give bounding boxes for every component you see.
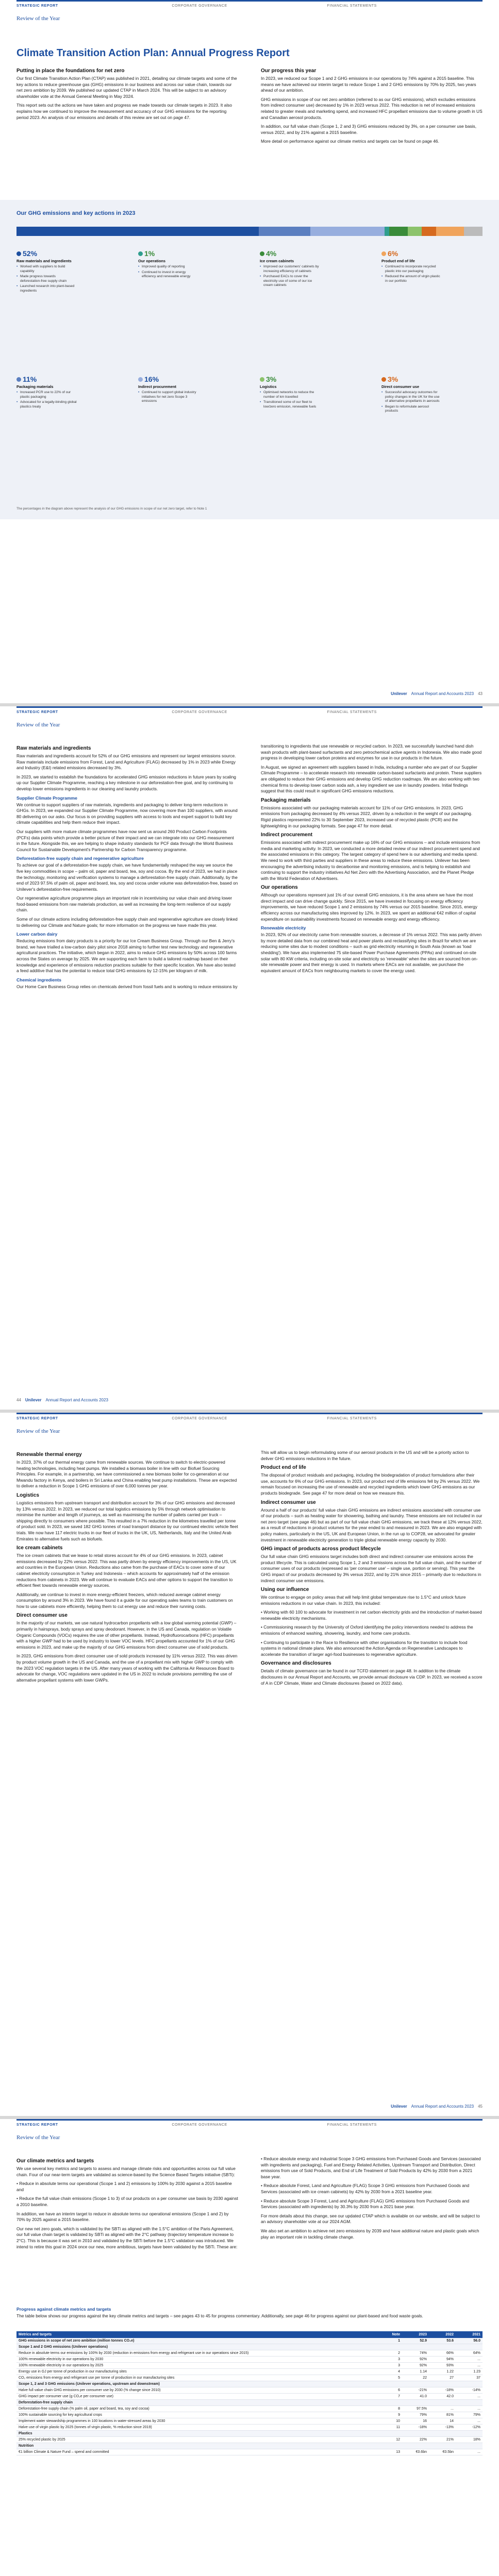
stat-percentage: 3% bbox=[381, 375, 442, 383]
emissions-share-bar bbox=[16, 227, 483, 236]
body-paragraph: In addition, we have an interim target to reduce in absolute terms our operational emissions (Scope 1 and 2) by 70% by 2025 against a 2015 baseline. bbox=[16, 2211, 229, 2223]
stat-product-end-of-life bbox=[381, 249, 442, 284]
value-cell: 27 bbox=[429, 2375, 456, 2381]
body-paragraph: We use several key metrics and targets to assess and manage climate risks and opportunities across our full value chain. Four of our near-term targets are validated as science-based by the Science Based Targets initiative (SBTi): bbox=[16, 2166, 236, 2177]
value-cell: 3 bbox=[375, 2357, 402, 2363]
stat-percentage: 4% bbox=[260, 249, 321, 258]
bar-segment-other bbox=[464, 227, 483, 236]
body-paragraph: Around a half of our products' full value chain GHG emissions are indirect emissions associated with consumer use of our products – such as heating water for showering, bathing and laundry. These emissions are not included in our net zero target (see page 46) but as part of our full value chain GHG emissions, we track these at 12% versus 2022, as a result of reductions in product volumes for the year ended to and measured in 2023. We are also engaged with policy makers, particularly in the US, UK and European Union, in the run up to COP28, we advocated for greater investment in renewable electricity generation to triple global renewable energy capacity by 2030. bbox=[261, 1507, 483, 1543]
top-navigation bbox=[16, 1413, 483, 1425]
section-heading: Raw materials and ingredients bbox=[16, 745, 91, 751]
value-cell: €0.5bn bbox=[429, 2449, 456, 2455]
stat-label: Raw materials and ingredients bbox=[16, 259, 72, 263]
body-paragraph: The disposal of product residuals and packaging, including the biodegradation of product formulations after their use, accounts for 6% of our GHG emissions. In 2023, our product end of life emissions fell by 2% versus 2022. We remain focused on increasing the use of renewable and recycled ingredients which lower GHG emissions as our products biodegrade. See page 47 for more detail on how we measure this. bbox=[261, 1472, 480, 1496]
progress-paragraph: In 2023, we reduced our Scope 1 and 2 GHG emissions in our operations by 74% against a 2015 baseline. This means we have achieved our interim target to reduce Scope 1 and 2 GHG emissions by 70% by 2025, two years ahead of our ambition. bbox=[261, 76, 476, 93]
panel-note: The percentages in the diagram above represent the analysis of our GHG emissions in scope of our net zero target, refer to Note 1 bbox=[16, 507, 207, 511]
right-column bbox=[261, 2156, 483, 2243]
value-cell: 41.0 bbox=[402, 2394, 429, 2400]
stat-raw-materials bbox=[16, 249, 77, 294]
table-row bbox=[16, 2431, 483, 2437]
value-cell: 93% bbox=[429, 2363, 456, 2369]
nav-financial-statements[interactable]: FINANCIAL STATEMENTS bbox=[327, 710, 377, 714]
footer-report-title: Annual Report and Accounts 2023 bbox=[411, 2104, 474, 2109]
body-paragraph: In 2023, GHG emissions from direct consumer use of sold products increased by 11% versus 2022. This was driven by product volume growth in the US and Canada, and the use of a propellant mix with higher GWP to comply with the 2023 VOC regulation targets in the US. After many years of working with the California Air Resources Board to advocate for change, VOC regulations were updated in the US in 2022 to include provisions permitting the use of alternative propellant systems with lower GWPs. bbox=[16, 1653, 238, 1683]
top-navigation bbox=[16, 706, 483, 719]
value-cell: ... bbox=[456, 2418, 483, 2425]
stat-label: Ice cream cabinets bbox=[260, 259, 294, 263]
value-cell bbox=[456, 2431, 483, 2437]
report-page-43 bbox=[0, 0, 499, 703]
body-paragraph: For more details about this change, see our updated CTAP which is available on our website, and will be subject to an advisory shareholder vote at our 2024 AGM. bbox=[261, 2213, 480, 2225]
value-cell: 12 bbox=[375, 2437, 402, 2443]
value-cell bbox=[402, 2381, 429, 2387]
top-navigation bbox=[16, 2119, 483, 2131]
value-cell: 5 bbox=[375, 2375, 402, 2381]
page-footer bbox=[16, 1398, 108, 1402]
progress-paragraph: More detail on performance against our climate metrics and targets can be found on page 46. bbox=[261, 139, 439, 144]
value-cell bbox=[402, 2344, 429, 2350]
value-cell: 74% bbox=[402, 2350, 429, 2357]
page-title: Climate Transition Action Plan: Annual Progress Report bbox=[16, 47, 290, 59]
value-cell: 94% bbox=[429, 2357, 456, 2363]
footer-brand: Unilever bbox=[391, 691, 407, 696]
stat-percentage: 16% bbox=[138, 375, 199, 383]
package-icon bbox=[16, 377, 21, 382]
value-cell: 1.23 bbox=[456, 2369, 483, 2375]
stat-action: • Improved our customers' cabinets by increasing efficiency of cabinets bbox=[260, 265, 321, 274]
sub-heading: Progress against climate metrics and targets bbox=[16, 2307, 111, 2312]
value-cell: ... bbox=[429, 2406, 456, 2412]
report-page-46 bbox=[0, 2119, 499, 2576]
value-cell bbox=[375, 2443, 402, 2449]
body-paragraph: To achieve our goal of a deforestation-free supply chain, we have fundamentally reshaped the way we source the five key commodities in scope – palm oil, paper and board, tea, soy and cocoa. By the end of 2023, we had in place the technology, monitoring and verification systems to manage a deforestation-free supply chain. Additionally, by the end of 2023 97.5% of palm oil, paper and board, tea, soy and cocoa under volume was deforestation-free, based on Unilever's deforestation-free requirements. bbox=[16, 862, 238, 892]
metric-cell: Deforestation-free supply chain bbox=[16, 2400, 375, 2406]
stat-percentage: 1% bbox=[138, 249, 199, 258]
bullet-item: • Reduce absolute Scope 3 Forest, Land and Agriculture (FLAG) GHG emissions from Purchased Goods and Services (associated with ingredients) by 30.3% by 2030 from a 2021 base year. bbox=[261, 2198, 470, 2210]
table-header-row bbox=[16, 2331, 483, 2338]
value-cell bbox=[375, 2344, 402, 2350]
value-cell bbox=[375, 2400, 402, 2406]
metric-cell: 25% recycled plastic by 2025 bbox=[16, 2437, 375, 2443]
bar-segment-end-of-life bbox=[436, 227, 464, 236]
nav-strategic-report[interactable]: STRATEGIC REPORT bbox=[16, 2123, 58, 2127]
body-paragraph: Our Home Care Business Group relies on chemicals derived from fossil fuels and is working to reduce emissions by bbox=[16, 984, 238, 989]
value-cell: ... bbox=[456, 2394, 483, 2400]
value-cell: ... bbox=[456, 2406, 483, 2412]
body-paragraph: In the majority of our markets, we use natural hydrocarbon propellants with a low global warming potential (GWP) – primarily in hairsprays, body sprays and spray deodorant. However, in the US and Canada, regulation on Volatile Organic Compounds (VOCs) requires the use of other propellants. Instead, Hydrofluorocarbons (HFC) propellants with a higher GWP had to be used by industry to lower VOC levels. HFC propellants accounted for 1% of our GHG emissions in 2023, and make up the majority of our GHG emissions from direct consumer use of sold products. bbox=[16, 1620, 237, 1650]
section-label: Review of the Year bbox=[16, 2134, 60, 2141]
bar-segment-raw-materials bbox=[16, 227, 259, 236]
section-heading: Our operations bbox=[261, 885, 298, 891]
stat-label: Logistics bbox=[260, 384, 277, 389]
stat-percentage: 3% bbox=[260, 375, 321, 383]
nav-financial-statements[interactable]: FINANCIAL STATEMENTS bbox=[327, 2123, 377, 2127]
nav-corporate-governance[interactable]: CORPORATE GOVERNANCE bbox=[172, 710, 227, 714]
value-cell bbox=[402, 2443, 429, 2449]
value-cell bbox=[429, 2431, 456, 2437]
left-column bbox=[16, 743, 238, 993]
table-row bbox=[16, 2425, 483, 2431]
stat-packaging bbox=[16, 375, 77, 410]
bullet-item: • Reduce absolute Forest, Land and Agriculture (FLAG) Scope 3 GHG emissions from Purchased Goods and Services (associated with ice cream cabinets) by 42% by 2030 from a 2021 baseline year. bbox=[261, 2183, 470, 2194]
stat-label: Product end of life bbox=[381, 259, 415, 263]
metric-cell: Deforestation-free supply chain (% palm oil, paper and board, tea, soy and cocoa) bbox=[16, 2406, 375, 2412]
body-paragraph: This will allow us to begin reformulating some of our aerosol products in the US and will be a priority action to deliver GHG emissions reductions in the future. bbox=[261, 1450, 469, 1461]
metric-cell: Reduce in absolute terms our emissions by 100% by 2030 (reduction in emissions from energy and refrigerant use in our operations since 2015) bbox=[16, 2350, 375, 2357]
top-navigation bbox=[16, 0, 483, 12]
value-cell: 22 bbox=[402, 2375, 429, 2381]
table-row bbox=[16, 2363, 483, 2369]
table-row bbox=[16, 2412, 483, 2418]
value-cell bbox=[429, 2400, 456, 2406]
body-paragraph: transitioning to ingredients that use renewable or recycled carbon. In 2023, we successfully launched hand dish wash products with plant-based surfactants and zero petrochemical active agents in Indonesia. We also made good progress in developing lower carbon proteins and enzymes for use in our products in the future. bbox=[261, 743, 482, 761]
footer-report-title: Annual Report and Accounts 2023 bbox=[45, 1398, 108, 1402]
stat-action: • Purchased EACs to cover the electricity use of some of our ice cream cabinets bbox=[260, 275, 321, 288]
value-cell bbox=[429, 2344, 456, 2350]
value-cell: -18% bbox=[402, 2425, 429, 2431]
value-cell: -21% bbox=[402, 2387, 429, 2394]
value-cell: -18% bbox=[429, 2387, 456, 2394]
sub-heading: Renewable electricity bbox=[261, 925, 306, 931]
stat-action: • Made progress towards deforestation-free supply chain bbox=[16, 275, 77, 283]
value-cell: 66% bbox=[429, 2350, 456, 2357]
nav-financial-statements[interactable]: FINANCIAL STATEMENTS bbox=[327, 4, 377, 8]
value-cell: 14 bbox=[429, 2418, 456, 2425]
stat-label: Direct consumer use bbox=[381, 384, 420, 389]
climate-metrics-table bbox=[16, 2331, 483, 2455]
value-cell: 18% bbox=[456, 2437, 483, 2443]
body-paragraph: In 2023, 92% of our electricity came from renewable sources, a decrease of 1% versus 2022. This was partly driven by more detailed data from our combined heat and power plants and reclassifying sites in Brazil for which we are reducing some sites due to modest conditions – such as grid electricity returning in South Asia (known as 'load shedding'). We have also implemented 75 site-based Power Purchase Agreements (PPAs) and continued on-site solar with 80 KW criteria, including on-site solar and electricity so 'renewable' when the sites are sourced from on-site renewable power and their energy is used. In markets where EACs are not available, we purchase the equivalent amount of EACs from neighbouring markets to cover the energy used. bbox=[261, 932, 482, 973]
section-label: Review of the Year bbox=[16, 15, 60, 22]
stat-direct-consumer-use bbox=[381, 375, 442, 415]
section-heading: GHG impact of products across product lifecycle bbox=[261, 1546, 381, 1552]
bullet-item: • Working with 60 100 to advocate for investment in net carbon electricity grids and the introduction of market-based renewable electricity mechanisms. bbox=[261, 1609, 482, 1621]
section-heading: Indirect consumer use bbox=[261, 1499, 316, 1505]
nav-corporate-governance[interactable]: CORPORATE GOVERNANCE bbox=[172, 1417, 227, 1420]
left-column bbox=[16, 1450, 238, 1686]
bar-segment-logistics bbox=[408, 227, 422, 236]
table-row bbox=[16, 2369, 483, 2375]
stat-action: • Improved quality of reporting bbox=[138, 265, 199, 269]
bullet-item: • Reduce absolute energy and industrial Scope 3 GHG emissions from Purchased Goods and Services (associated with ingredients and packaging), Fuel and Energy Related Activities, Upstream Transport and Distribution, Direct emissions from use of Sold Products, and End of Life Treatment of Sold Products by 42% by 2030 from a 2021 base year. bbox=[261, 2156, 481, 2179]
body-paragraph: Our regenerative agriculture programme plays an important role in incentivising our value chain and driving lower food-based emissions from raw materials production, as well as increasing the long-term resilience of our supply chain. bbox=[16, 895, 232, 913]
value-cell: 52.9 bbox=[402, 2338, 429, 2344]
table-row bbox=[16, 2357, 483, 2363]
table-row bbox=[16, 2387, 483, 2394]
value-cell bbox=[402, 2400, 429, 2406]
nav-corporate-governance[interactable]: CORPORATE GOVERNANCE bbox=[172, 2123, 227, 2127]
section-heading: Governance and disclosures bbox=[261, 1660, 331, 1667]
value-cell: 53.6 bbox=[429, 2338, 456, 2344]
body-paragraph: Reducing emissions from dairy products is a priority for our Ice Cream Business Group. Through our Ben & Jerry's brand, we have trialled a low-carbon dairy pilot since 2018 aiming to further test new technology and regenerative agricultural practices. The initiative, which began in 2022, aims to reduce GHG emissions by 50% across 100 farms across the States on average by 2025. We are supporting each farm to build a tailored roadmap based on their knowledge and experience of emissions reduction practices suitable for their specific location. We have also tested a feed additive that has the potential to reduce total GHG emissions by 12-15% per kilogram of milk. bbox=[16, 938, 237, 974]
value-cell: 8 bbox=[375, 2406, 402, 2412]
stat-action: • Transitioned some of our fleet to low/zero emission, renewable fuels bbox=[260, 400, 321, 409]
value-cell: 4 bbox=[375, 2369, 402, 2375]
leaf-icon bbox=[16, 251, 21, 256]
table-row bbox=[16, 2344, 483, 2350]
bar-segment-packaging bbox=[259, 227, 310, 236]
table-row bbox=[16, 2437, 483, 2443]
stat-action: • Worked with suppliers to build capability bbox=[16, 265, 77, 274]
value-cell bbox=[429, 2443, 456, 2449]
metric-cell: Halve use of virgin plastic by 2025 (tonnes of virgin plastic, % reduction since 2019) bbox=[16, 2425, 375, 2431]
right-column bbox=[261, 743, 483, 977]
stat-ice-cream-cabinets bbox=[260, 249, 321, 289]
footer-brand: Unilever bbox=[391, 2104, 407, 2109]
body-paragraph: Emissions associated with our packaging materials account for 11% of our GHG emissions. In 2023, GHG emissions from packaging decreased by 4% versus 2022, driven by a reduction in the weight of our packaging. Rigid plastics represented 22% to 30 September 2023, increased use of recycled plastic (PCR) and the lightweighting in our packaging formats. See page 47 for more detail. bbox=[261, 805, 473, 828]
report-page-45 bbox=[0, 1413, 499, 2116]
table-row bbox=[16, 2449, 483, 2455]
body-paragraph: We continue to engage on policy areas that will help limit global temperature rise to 1.5°C and unlock future emissions reductions in our value chain. In 2023, this included: bbox=[261, 1595, 466, 1606]
briefcase-icon bbox=[138, 377, 143, 382]
intro-paragraph: This report sets out the actions we have taken and progress we made towards our climate targets in 2023. It also explains how we continued to improve the measurement and accuracy of our GHG emissions for the reporting period 2023. An analysis of our emissions and details of this review are set out on page 47. bbox=[16, 103, 232, 120]
right-column bbox=[261, 1450, 483, 1689]
stat-action: • Increased PCR use to 22% of our plastic packaging bbox=[16, 391, 77, 399]
table-row bbox=[16, 2418, 483, 2425]
section-heading: Product end of life bbox=[261, 1465, 306, 1471]
body-paragraph: Our full value chain GHG emissions target includes both direct and indirect consumer use emissions across the product lifecycle. This is calculated using Scope 1, 2 and 3 emissions across the full value chain, and the number of consumer uses of our products (expressed as 'per consumer use' – single use, portion or serving). This year the GHG impact of our products decreased by 3% versus 2022, and by 21% since 2015 – primarily due to reductions in indirect consumer use emissions. bbox=[261, 1554, 481, 1583]
page-number: 43 bbox=[478, 691, 483, 696]
metric-cell: 100% renewable electricity in our operations by 2025 bbox=[16, 2363, 375, 2369]
metric-cell: Halve full value chain GHG emissions per consumer use by 2030 (% change since 2010) bbox=[16, 2387, 375, 2394]
sub-heading: Deforestation-free supply chain and regenerative agriculture bbox=[16, 856, 144, 861]
stat-action: • Launched research into plant-based ingredients bbox=[16, 284, 77, 293]
table-row bbox=[16, 2400, 483, 2406]
body-paragraph: Logistics emissions from upstream transport and distribution account for 3% of our GHG emissions and decreased by 13% versus 2022. In 2023, we reduced our total logistics emissions by 5% through network optimisation to minimise the number and length of journeys, as well as maximising the number of pallets carried per truck – shipping directly to consumers where possible. This resulted in a 7% reduction in the kilometres travelled per tonne of product sold. In 2023, we saved 182 GHG tonnes of road transport distance by our continued electric vehicle fleet trials. We now have 117 electric trucks in our fleet of trucks in the UK, US, Netherlands, Italy and the United Arab Emirates to alternative fuels such as biofuels. bbox=[16, 1500, 238, 1541]
table-row bbox=[16, 2338, 483, 2344]
stat-label: Indirect procurement bbox=[138, 384, 176, 389]
stat-action: • Began to reformulate aerosol products bbox=[381, 405, 442, 414]
body-paragraph: The ice cream cabinets that we lease to retail stores account for 4% of our GHG emissions. In 2023, cabinet emissions decreased by 22% versus 2022. This was partly driven by energy efficiency improvements in the US, UK and countries in the European Union. Reductions also came from the purchase of EACs to cover some of our cabinet electricity consumption in Turkey and Indonesia – which accounts for approximately half of the emission reductions from cabinets in 2023. We will continue to evaluate EACs and other options to support the transition to efficient fleet towards renewable energy sources. bbox=[16, 1553, 237, 1588]
sub-heading: Lower carbon dairy bbox=[16, 931, 58, 937]
body-paragraph: Additionally, we continue to invest in more energy-efficient freezers, which reduced average cabinet energy consumption by around 3% in 2023. We have found it a guide for our operating sales teams to train customers on how to use cabinets more efficiently, helping them to cut energy use and reduce their running costs. bbox=[16, 1591, 233, 1609]
body-paragraph: Some of our climate actions including deforestation-free supply chain and regenerative agriculture are closely linked to delivering our Climate and Nature goals; for more information on the progress we have made this year. bbox=[16, 917, 238, 928]
page-footer bbox=[391, 2104, 483, 2109]
stat-action: • Reduced the amount of virgin plastic in our portfolio bbox=[381, 275, 442, 283]
value-cell: 1.14 bbox=[402, 2369, 429, 2375]
body-paragraph: Details of climate governance can be found in our TCFD statement on page 48. In addition to the climate disclosures in our Annual Report and Accounts, we provide annual disclosure via CDP. In 2023, we received a score of A in CDP Climate, Water and Climate disclosures (based on 2022 data). bbox=[261, 1668, 483, 1686]
body-paragraph: We continue to support suppliers of raw materials, ingredients and packaging to deliver long-term reductions in GHGs. In 2023, we expanded our Supplier Climate Programme, now covering more than 100 suppliers, with around 80 delivering on our asks. Our focus is on providing suppliers with access to tools and expert support to build key climate capabilities and help them reduce their impact. bbox=[16, 802, 238, 825]
table-row bbox=[16, 2394, 483, 2400]
body-paragraph: Our suppliers with more mature climate programmes have now sent us around 260 Product Carbon Footprints (PCFs) data points which provide a better picture of their impact and we can integrate into our GHG measurement in the future. Alongside this, we are helping to shape industry standards for PCF data through the World Business Council for Sustainable Development's Partnership for Carbon Transparency programme. bbox=[16, 828, 234, 852]
stat-action: • Successful advocacy outcomes for policy changes in the UK for the use of alternative propellants in aerosols bbox=[381, 391, 442, 404]
footer-brand: Unilever bbox=[25, 1398, 42, 1402]
value-cell: 56.0 bbox=[456, 2338, 483, 2344]
bullet-item: • Continuing to participate in the Race to Resilience with other organisations for the transition to include food systems in national climate plans. We also announced the Action Agenda on Regenerative Landscapes to accelerate the transition of larger agri-food businesses to regenerative agriculture. bbox=[261, 1639, 468, 1657]
value-cell: 1.22 bbox=[429, 2369, 456, 2375]
metric-cell: GHG emissions in scope of net zero ambition (million tonnes CO₂e) bbox=[16, 2338, 375, 2344]
aerosol-icon bbox=[381, 377, 386, 382]
bullet-item: • Reduce in absolute terms our operational (Scope 1 and 2) emissions by 100% by 2030 against a 2015 baseline and bbox=[16, 2181, 232, 2192]
value-cell bbox=[456, 2381, 483, 2387]
metric-cell: Nutrition bbox=[16, 2443, 375, 2449]
section-heading: Renewable thermal energy bbox=[16, 1452, 82, 1458]
report-page-44 bbox=[0, 706, 499, 1410]
value-cell bbox=[429, 2381, 456, 2387]
stat-indirect-procurement bbox=[138, 375, 199, 405]
body-paragraph: Raw materials and ingredients account for 52% of our GHG emissions and represent our largest emissions source. Raw materials include emissions from Forest, Land and Agriculture (FLAG) decreased by 1% in 2023 while Energy and Industry (E&I) related emissions decreased by 3%. bbox=[16, 753, 236, 771]
body-paragraph: In 2023, we started to establish the foundations for accelerated GHG emission reductions in future years by scaling up our Supplier Climate Programme, reaching a key milestone in our deforestation-free goal, and by continuing to develop lower emissions ingredients in our cleaning and laundry products. bbox=[16, 774, 236, 791]
progress-intro bbox=[16, 2304, 483, 2323]
value-cell: 1 bbox=[375, 2338, 402, 2344]
sub-heading: Chemical ingredients bbox=[16, 977, 61, 982]
body-paragraph: In August, we signed an agreement with suppliers based in India, including a number who are part of our Supplier Climate Programme – to accelerate research into renewable carbon-based surfactants and protein. These suppliers are obligated to reduce their GHG emissions and develop GHG reduction roadmaps. We are also working with two chemical firms to develop lower carbon soda ash, a key ingredient we use in laundry powders. Initial findings suggest that this could result in significant GHG emissions reductions. bbox=[261, 764, 482, 794]
value-cell: 6 bbox=[375, 2387, 402, 2394]
section-heading: Indirect procurement bbox=[261, 832, 313, 838]
value-cell: 79% bbox=[402, 2412, 429, 2418]
bullet-item: • Reduce the full value chain emissions (Scope 1 to 3) of our products on a per consumer use basis by 2030 against a 2010 baseline. bbox=[16, 2196, 238, 2207]
value-cell: -13% bbox=[429, 2425, 456, 2431]
truck-icon bbox=[260, 377, 264, 382]
column-header: Note bbox=[375, 2331, 402, 2338]
value-cell bbox=[375, 2431, 402, 2437]
bullet-item: • Commissioning research by the University of Oxford identifying the policy interventions needed to address the emissions of enhanced washing, showering, laundry, and home care products. bbox=[261, 1624, 473, 1636]
value-cell: ... bbox=[456, 2363, 483, 2369]
table-body bbox=[16, 2338, 483, 2455]
value-cell: 13 bbox=[375, 2449, 402, 2455]
section-label: Review of the Year bbox=[16, 722, 60, 728]
footer-report-title: Annual Report and Accounts 2023 bbox=[411, 691, 474, 696]
metric-cell: CO₂ emissions from energy and refrigerant use per tonne of production in our manufacturing sites bbox=[16, 2375, 375, 2381]
section-label: Review of the Year bbox=[16, 1428, 60, 1434]
page-number: 45 bbox=[478, 2104, 483, 2109]
page-footer bbox=[391, 691, 483, 696]
stat-action: • Optimised networks to reduce the number of km travelled bbox=[260, 391, 321, 399]
body-paragraph: In 2023, 37% of our thermal energy came from renewable sources. We continue to switch to electric-powered heating technologies, including heat pumps. We installed a biomass boiler in line with our Biofuel Sourcing Principles. For example, in a partnership, we have commissioned a new biomass boiler for co-generation at our Mwandu factory in Kenya, and boilers in Sri Lanka and China enabling heat pump installations. These are expected to deliver a reduction in Scope 1 GHG emissions of over 6,000 tonnes per year. bbox=[16, 1460, 237, 1489]
nav-financial-statements[interactable]: FINANCIAL STATEMENTS bbox=[327, 1417, 377, 1420]
progress-paragraph: In addition, our full value chain (Scope 1, 2 and 3) GHG emissions reduced by 3%, on a per consumer use basis, versus 2022, and by 21% against a 2015 baseline. bbox=[261, 124, 477, 135]
metric-cell: 100% renewable electricity in our operations by 2030 bbox=[16, 2357, 375, 2363]
panel-title: Our GHG emissions and key actions in 2023 bbox=[16, 210, 136, 216]
column-header: 2022 bbox=[429, 2331, 456, 2338]
body-paragraph: Although our operations represent just 1% of our overall GHG emissions, it is the area where we have the most direct impact and can drive change quickly. Since 2015, we have invested in focusing on energy efficiency improvements, we have reduced Scope 1 and 2 emissions by 74% versus our 2015 baseline. Since 2015, energy efficiency across our manufacturing sites improved by 12%. In 2023, we spent an additional €42 million of capital expenditure on sustainability investments focused on renewable energy and energy efficiency. bbox=[261, 892, 477, 922]
table-row bbox=[16, 2350, 483, 2357]
section-heading: Logistics bbox=[16, 1492, 39, 1498]
page-number: 44 bbox=[16, 1398, 21, 1402]
left-column bbox=[16, 2156, 238, 2253]
value-cell: 7 bbox=[375, 2394, 402, 2400]
ghg-key-actions-panel bbox=[0, 200, 499, 519]
value-cell: 22% bbox=[402, 2437, 429, 2443]
stat-action: • Continued to support global industry initiatives for net zero Scope 3 emissions bbox=[138, 391, 199, 404]
stat-percentage: 52% bbox=[16, 249, 77, 258]
value-cell: 92% bbox=[402, 2363, 429, 2369]
metric-cell: Scope 1, 2 and 3 GHG emissions (Unilever operations, upstream and downstream) bbox=[16, 2381, 375, 2387]
metric-cell: GHG impact per consumer use (g CO₂e per consumer use) bbox=[16, 2394, 375, 2400]
value-cell bbox=[375, 2381, 402, 2387]
value-cell: 9 bbox=[375, 2412, 402, 2418]
value-cell: -12% bbox=[456, 2425, 483, 2431]
value-cell: €0.6bn bbox=[402, 2449, 429, 2455]
table-row bbox=[16, 2375, 483, 2381]
body-paragraph: Emissions associated with indirect procurement make up 16% of our GHG emissions – and include emissions from media and marketing activity. In 2023, we conducted a more detailed review of our indirect procurement spend and the associated emissions in this category. The largest category of spend here is our advertising and media spend. We need to work with third parties and suppliers in these areas to reduce these emissions. Unilever has been encouraging the advertising industry to decarbonise and monitoring emissions, and is helping to establish and continuing to support the industry initiatives Ad Net Zero with the Advertising Association, and the Planet Pledge with the World Federation of Advertisers. bbox=[261, 840, 480, 881]
sub-heading: Supplier Climate Programme bbox=[16, 795, 77, 801]
nav-strategic-report[interactable]: STRATEGIC REPORT bbox=[16, 4, 58, 8]
value-cell: 92% bbox=[402, 2357, 429, 2363]
stat-percentage: 11% bbox=[16, 375, 77, 383]
metric-cell: Plastics bbox=[16, 2431, 375, 2437]
value-cell: 37 bbox=[456, 2375, 483, 2381]
stat-label: Our operations bbox=[138, 259, 165, 263]
stat-operations bbox=[138, 249, 199, 280]
section-heading: Packaging materials bbox=[261, 797, 311, 803]
value-cell bbox=[456, 2400, 483, 2406]
value-cell: -14% bbox=[456, 2387, 483, 2394]
metric-cell: Implement water stewardship programmes in 100 locations in water-stressed areas by 2030 bbox=[16, 2418, 375, 2425]
recycle-icon bbox=[381, 251, 386, 256]
stat-action: • Continued to invest in energy efficiency and renewable energy bbox=[138, 270, 199, 279]
factory-icon bbox=[138, 251, 143, 256]
value-cell: 2 bbox=[375, 2350, 402, 2357]
value-cell bbox=[456, 2344, 483, 2350]
section-heading: Direct consumer use bbox=[16, 1613, 68, 1619]
nav-strategic-report[interactable]: STRATEGIC REPORT bbox=[16, 710, 58, 714]
table-row bbox=[16, 2381, 483, 2387]
value-cell: 16 bbox=[402, 2418, 429, 2425]
stat-percentage: 6% bbox=[381, 249, 442, 258]
value-cell bbox=[402, 2431, 429, 2437]
value-cell: 42.0 bbox=[429, 2394, 456, 2400]
intro-heading: Putting in place the foundations for net zero bbox=[16, 68, 125, 74]
body-paragraph: The table below shows our progress against the key climate metrics and targets – see pages 43 to 45 for progress commentary. Additionally, see page 46 for progress against our plant-based and food waste goals. bbox=[16, 2313, 423, 2318]
table-row bbox=[16, 2443, 483, 2449]
stat-label: Packaging materials bbox=[16, 384, 54, 389]
progress-paragraph: GHG emissions in scope of our net zero ambition (referred to as our GHG emissions), which excludes emissions from indirect consumer use) decreased by 1% in 2023 versus 2022. This reduction is net of increased emissions related to greater meals and marketing spend, and increased HFC propellant emissions due to volume growth in US and Canadian aerosol products. bbox=[261, 96, 483, 120]
value-cell: 11 bbox=[375, 2425, 402, 2431]
freezer-icon bbox=[260, 251, 264, 256]
column-header: Metrics and targets bbox=[16, 2331, 375, 2338]
value-cell: 64% bbox=[456, 2350, 483, 2357]
nav-corporate-governance[interactable]: CORPORATE GOVERNANCE bbox=[172, 4, 227, 8]
intro-column bbox=[16, 66, 238, 124]
progress-column bbox=[261, 66, 483, 148]
section-heading: Using our influence bbox=[261, 1587, 309, 1593]
metric-cell: 100% sustainable sourcing for key agricultural crops bbox=[16, 2412, 375, 2418]
metric-cell: Energy use in GJ per tonne of production in our manufacturing sites bbox=[16, 2369, 375, 2375]
progress-heading: Our progress this year bbox=[261, 68, 317, 74]
bar-segment-operations bbox=[385, 227, 389, 236]
value-cell: 97.5% bbox=[402, 2406, 429, 2412]
stat-logistics bbox=[260, 375, 321, 410]
body-paragraph: We also set an ambition to achieve net zero emissions by 2039 and have additional nature and plastic goals which play an important role in tackling climate change. bbox=[261, 2228, 479, 2240]
bar-segment-indirect-procurement bbox=[310, 227, 385, 236]
nav-strategic-report[interactable]: STRATEGIC REPORT bbox=[16, 1417, 58, 1420]
section-heading: Our climate metrics and targets bbox=[16, 2158, 94, 2164]
value-cell: ... bbox=[456, 2357, 483, 2363]
section-heading: Ice cream cabinets bbox=[16, 1545, 63, 1551]
metric-cell: Scope 1 and 2 GHG emissions (Unilever operations) bbox=[16, 2344, 375, 2350]
metric-cell: €1 billion Climate & Nature Fund – spend and committed bbox=[16, 2449, 375, 2455]
intro-paragraph: Our first Climate Transition Action Plan (CTAP) was published in 2021, detailing our climate targets and some of the key actions to reduce greenhouse gas (GHG) emissions in our business and across our value chain, towards our net zero ambition by 2039. We published our updated CTAP in March 2024. This will be subject to an advisory shareholder vote at the Annual General Meeting in May 2024. bbox=[16, 76, 237, 99]
value-cell: 10 bbox=[375, 2418, 402, 2425]
column-header: 2021 bbox=[456, 2331, 483, 2338]
bar-segment-direct-consumer-use bbox=[422, 227, 436, 236]
stat-action: • Advocated for a legally-binding global plastics treaty bbox=[16, 400, 77, 409]
value-cell: 3 bbox=[375, 2363, 402, 2369]
value-cell: 21% bbox=[429, 2437, 456, 2443]
bar-segment-ice-cream-cabinets bbox=[389, 227, 408, 236]
value-cell: ... bbox=[456, 2449, 483, 2455]
column-header: 2023 bbox=[402, 2331, 429, 2338]
value-cell: 79% bbox=[456, 2412, 483, 2418]
body-paragraph: Our new net zero goals, which is validated by the SBTi as aligned with the 1.5°C ambition of the Paris Agreement, our full value chain target is validated by SBTi as aligned with the 2°C pathway (trajectory temperature increase to 2°C). This is because it was set in 2010 and validated by the SBTi before the 1.5°C validation was introduced. We intend to retire this goal in 2024 once our new, more ambitious, targets have been validated by the SBTi. These are: bbox=[16, 2226, 238, 2249]
value-cell bbox=[456, 2443, 483, 2449]
table-row bbox=[16, 2406, 483, 2412]
value-cell: 81% bbox=[429, 2412, 456, 2418]
stat-action: • Continued to incorporate recycled plastic into our packaging bbox=[381, 265, 442, 274]
